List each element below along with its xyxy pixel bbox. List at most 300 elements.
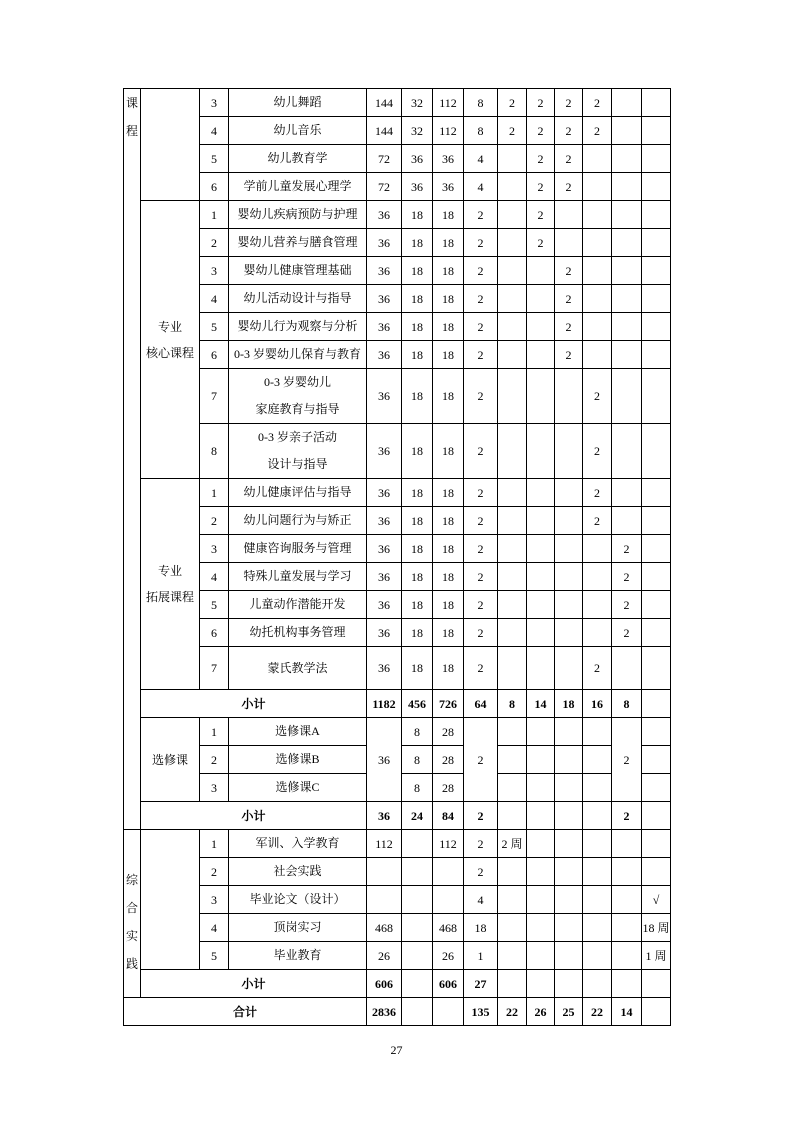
course-number: 6	[200, 173, 229, 201]
hours-part-cell: 112	[433, 830, 464, 858]
hours-total-cell	[367, 858, 402, 886]
term-cell	[642, 690, 671, 718]
term-cell	[527, 970, 555, 998]
course-row	[124, 914, 671, 942]
term-cell	[642, 201, 671, 229]
term-cell	[498, 313, 527, 341]
hours-part-cell: 18	[402, 424, 433, 479]
term-cell	[612, 285, 642, 313]
term-cell	[527, 802, 555, 830]
term-cell	[555, 591, 583, 619]
course-name-line: 毕业教育	[273, 948, 322, 962]
term-cell	[498, 746, 527, 774]
term-cell	[583, 830, 612, 858]
hours-total-cell	[367, 886, 402, 914]
course-number: 6	[200, 341, 229, 369]
term-cell	[612, 886, 642, 914]
hours-total-cell: 36	[367, 285, 402, 313]
term-cell	[498, 173, 527, 201]
term-cell	[612, 970, 642, 998]
term-cell	[642, 117, 671, 145]
term-cell	[642, 970, 671, 998]
term-cell	[583, 914, 612, 942]
term-cell	[642, 479, 671, 507]
course-name	[229, 507, 367, 535]
term-cell	[642, 257, 671, 285]
course-name-line: 家庭教育与指导	[255, 402, 340, 416]
course-name	[229, 942, 367, 970]
hours-total-cell: 36	[367, 229, 402, 257]
term-cell: 2	[527, 117, 555, 145]
term-cell	[498, 535, 527, 563]
term-cell	[642, 145, 671, 173]
credits-cell: 2	[464, 802, 498, 830]
term-cell	[527, 285, 555, 313]
credits-cell: 135	[464, 998, 498, 1026]
term-cell	[527, 535, 555, 563]
course-name-line: 幼儿教育学	[267, 151, 328, 165]
term-cell	[612, 369, 642, 424]
term-cell: 2	[555, 173, 583, 201]
term-cell: 2	[612, 802, 642, 830]
course-row	[124, 886, 671, 914]
hours-part-cell: 32	[402, 89, 433, 117]
term-cell	[498, 229, 527, 257]
term-cell	[555, 914, 583, 942]
course-number: 4	[200, 117, 229, 145]
hours-total-cell: 36	[367, 341, 402, 369]
credits-cell: 8	[464, 117, 498, 145]
course-name-line: 选修课B	[275, 752, 320, 766]
course-number: 7	[200, 647, 229, 690]
course-name-line: 儿童动作潜能开发	[249, 597, 346, 611]
course-row	[124, 507, 671, 535]
hours-part-cell: 18	[402, 563, 433, 591]
course-name	[229, 647, 367, 690]
hours-total-cell: 606	[367, 970, 402, 998]
term-cell: 2	[583, 507, 612, 535]
hours-part-cell: 18	[433, 229, 464, 257]
course-name-line: 幼儿问题行为与矫正	[243, 513, 352, 527]
term-cell: 18 周	[642, 914, 671, 942]
course-number: 1	[200, 479, 229, 507]
hours-part-cell: 36	[433, 173, 464, 201]
course-row	[124, 563, 671, 591]
term-cell: 8	[498, 690, 527, 718]
hours-part-cell: 18	[402, 341, 433, 369]
term-cell	[642, 89, 671, 117]
term-cell	[583, 341, 612, 369]
term-cell	[555, 619, 583, 647]
hours-part-cell: 18	[433, 313, 464, 341]
term-cell	[612, 229, 642, 257]
term-cell	[498, 647, 527, 690]
term-cell	[583, 285, 612, 313]
term-cell	[555, 647, 583, 690]
course-name	[229, 914, 367, 942]
hours-part-cell: 18	[402, 201, 433, 229]
course-number: 1	[200, 201, 229, 229]
term-cell	[527, 313, 555, 341]
term-cell: 2	[498, 117, 527, 145]
course-row	[124, 591, 671, 619]
term-cell	[527, 369, 555, 424]
term-cell	[583, 619, 612, 647]
credits-cell: 2	[464, 285, 498, 313]
term-cell	[612, 858, 642, 886]
course-name-line: 婴幼儿行为观察与分析	[237, 319, 358, 333]
group-label	[141, 201, 200, 479]
term-cell	[555, 507, 583, 535]
term-cell: 14	[612, 998, 642, 1026]
credits-cell: 2	[464, 830, 498, 858]
term-cell	[498, 369, 527, 424]
course-name-line: 幼儿音乐	[273, 123, 322, 137]
course-name-line: 婴幼儿健康管理基础	[243, 263, 352, 277]
credits-cell: 1	[464, 942, 498, 970]
term-cell	[642, 802, 671, 830]
term-cell: 1 周	[642, 942, 671, 970]
term-cell: 25	[555, 998, 583, 1026]
term-cell	[527, 942, 555, 970]
hours-total-cell: 36	[367, 507, 402, 535]
hours-total-cell: 36	[367, 563, 402, 591]
hours-part-cell: 468	[433, 914, 464, 942]
term-cell: 22	[498, 998, 527, 1026]
credits-cell: 2	[464, 369, 498, 424]
hours-part-cell: 18	[433, 257, 464, 285]
grand-total-label: 合计	[124, 998, 367, 1026]
term-cell	[642, 424, 671, 479]
credits-cell: 4	[464, 886, 498, 914]
hours-total-cell: 36	[367, 591, 402, 619]
credits-cell: 2	[464, 313, 498, 341]
term-cell	[642, 369, 671, 424]
term-cell	[642, 746, 671, 774]
course-number: 8	[200, 424, 229, 479]
credits-cell: 2	[464, 563, 498, 591]
term-cell	[498, 774, 527, 802]
course-name	[229, 830, 367, 858]
term-cell: 2	[555, 117, 583, 145]
course-name-line: 幼儿健康评估与指导	[243, 485, 352, 499]
hours-part-cell: 18	[433, 424, 464, 479]
hours-total-cell: 36	[367, 647, 402, 690]
course-number: 3	[200, 535, 229, 563]
group-label-line: 核心课程	[145, 345, 194, 360]
term-cell	[583, 886, 612, 914]
hours-part-cell: 18	[433, 619, 464, 647]
term-cell	[612, 257, 642, 285]
course-number: 3	[200, 89, 229, 117]
term-cell	[583, 535, 612, 563]
course-name-line: 0-3 岁婴幼儿保育与教育	[234, 347, 361, 361]
course-number: 2	[200, 507, 229, 535]
hours-part-cell	[402, 886, 433, 914]
course-name	[229, 479, 367, 507]
hours-part-cell: 18	[402, 257, 433, 285]
term-cell: 2	[612, 591, 642, 619]
credits-cell: 2	[464, 535, 498, 563]
term-cell	[555, 970, 583, 998]
credits-cell: 2	[464, 201, 498, 229]
term-cell: 2 周	[498, 830, 527, 858]
term-cell	[527, 424, 555, 479]
term-cell	[612, 942, 642, 970]
term-cell	[642, 341, 671, 369]
term-cell: 2	[612, 535, 642, 563]
credits-cell: 18	[464, 914, 498, 942]
hours-part-cell: 8	[402, 718, 433, 746]
course-name-line: 社会实践	[273, 864, 322, 878]
course-name-line: 选修课A	[275, 724, 320, 738]
group-label-line: 专业	[157, 564, 182, 578]
term-cell	[642, 998, 671, 1026]
hours-total-cell: 36	[367, 619, 402, 647]
term-cell: 2	[527, 173, 555, 201]
hours-part-cell: 18	[433, 591, 464, 619]
term-cell: 2	[555, 341, 583, 369]
course-row	[124, 369, 671, 424]
term-cell	[555, 479, 583, 507]
group-label-line: 拓展课程	[145, 590, 194, 604]
hours-total-cell: 72	[367, 173, 402, 201]
hours-part-cell: 28	[433, 746, 464, 774]
hours-total-cell: 144	[367, 89, 402, 117]
term-cell	[527, 619, 555, 647]
hours-part-cell: 112	[433, 117, 464, 145]
hours-part-cell: 18	[402, 619, 433, 647]
hours-part-cell: 18	[433, 341, 464, 369]
term-cell	[527, 746, 555, 774]
term-cell	[527, 718, 555, 746]
hours-total-cell: 1182	[367, 690, 402, 718]
hours-total-cell: 112	[367, 830, 402, 858]
term-cell	[583, 591, 612, 619]
course-name	[229, 201, 367, 229]
hours-part-cell: 28	[433, 774, 464, 802]
term-cell	[527, 507, 555, 535]
course-name-line: 幼儿活动设计与指导	[243, 291, 352, 305]
term-cell	[527, 479, 555, 507]
hours-part-cell	[402, 942, 433, 970]
term-cell	[498, 479, 527, 507]
term-cell	[642, 591, 671, 619]
hours-total-cell: 26	[367, 942, 402, 970]
course-row	[124, 535, 671, 563]
hours-part-cell: 32	[402, 117, 433, 145]
term-cell	[555, 746, 583, 774]
group-label	[141, 718, 200, 802]
hours-part-cell	[402, 830, 433, 858]
subtotal-row	[124, 690, 671, 718]
term-cell	[583, 858, 612, 886]
course-number: 6	[200, 619, 229, 647]
term-cell	[527, 563, 555, 591]
course-name-line: 选修课C	[275, 780, 320, 794]
term-cell	[583, 201, 612, 229]
course-name-line: 健康咨询服务与管理	[243, 541, 352, 555]
credits-cell: 8	[464, 89, 498, 117]
course-number: 2	[200, 229, 229, 257]
course-number: 2	[200, 858, 229, 886]
term-cell	[555, 201, 583, 229]
term-cell: √	[642, 886, 671, 914]
term-cell	[498, 886, 527, 914]
hours-part-cell: 36	[433, 145, 464, 173]
course-number: 1	[200, 718, 229, 746]
hours-part-cell: 18	[402, 479, 433, 507]
course-number: 3	[200, 774, 229, 802]
hours-part-cell	[433, 858, 464, 886]
term-cell: 2	[498, 89, 527, 117]
course-number: 4	[200, 563, 229, 591]
term-cell	[527, 647, 555, 690]
course-row	[124, 145, 671, 173]
term-cell	[498, 718, 527, 746]
term-cell	[555, 802, 583, 830]
hours-part-cell: 18	[402, 647, 433, 690]
hours-part-cell: 18	[433, 507, 464, 535]
term-cell	[527, 886, 555, 914]
term-cell: 22	[583, 998, 612, 1026]
hours-part-cell: 18	[402, 285, 433, 313]
course-schedule-table	[123, 88, 671, 1026]
hours-total-cell: 36	[367, 802, 402, 830]
term-cell: 14	[527, 690, 555, 718]
term-cell	[642, 619, 671, 647]
course-name	[229, 774, 367, 802]
course-name	[229, 535, 367, 563]
course-row	[124, 424, 671, 479]
course-name	[229, 257, 367, 285]
term-cell	[498, 285, 527, 313]
term-cell	[527, 341, 555, 369]
course-number: 5	[200, 591, 229, 619]
term-cell	[498, 145, 527, 173]
term-cell	[612, 914, 642, 942]
term-cell	[642, 313, 671, 341]
course-name-line: 设计与指导	[267, 457, 328, 471]
term-cell	[642, 285, 671, 313]
hours-part-cell: 18	[433, 535, 464, 563]
term-cell	[642, 535, 671, 563]
term-cell	[583, 173, 612, 201]
course-number: 5	[200, 942, 229, 970]
hours-part-cell: 36	[402, 173, 433, 201]
hours-total-cell: 36	[367, 369, 402, 424]
term-cell	[527, 830, 555, 858]
term-cell	[583, 942, 612, 970]
term-cell: 16	[583, 690, 612, 718]
course-row	[124, 229, 671, 257]
course-name-line: 顶岗实习	[273, 920, 322, 934]
term-cell	[612, 313, 642, 341]
term-cell: 2	[527, 145, 555, 173]
term-cell: 2	[583, 479, 612, 507]
course-number: 4	[200, 914, 229, 942]
course-name	[229, 591, 367, 619]
hours-total-cell: 36	[367, 313, 402, 341]
term-cell	[642, 774, 671, 802]
term-cell	[527, 774, 555, 802]
course-name	[229, 173, 367, 201]
subtotal-label: 小计	[141, 970, 367, 998]
hours-part-cell: 18	[433, 563, 464, 591]
term-cell: 2	[527, 89, 555, 117]
hours-part-cell: 726	[433, 690, 464, 718]
term-cell	[583, 257, 612, 285]
hours-total-cell: 36	[367, 424, 402, 479]
course-number: 1	[200, 830, 229, 858]
hours-part-cell: 18	[433, 647, 464, 690]
term-cell: 2	[612, 563, 642, 591]
hours-part-cell	[402, 970, 433, 998]
course-name	[229, 424, 367, 479]
term-cell: 18	[555, 690, 583, 718]
term-cell	[642, 563, 671, 591]
term-cell	[612, 479, 642, 507]
course-name-line: 蒙氏教学法	[267, 660, 328, 675]
course-name-line: 幼托机构事务管理	[249, 625, 346, 639]
term-cell: 2	[527, 229, 555, 257]
term-cell: 2	[583, 424, 612, 479]
credits-cell: 4	[464, 145, 498, 173]
course-name	[229, 369, 367, 424]
hours-total-cell: 36	[367, 201, 402, 229]
subtotal-label: 小计	[141, 690, 367, 718]
term-cell	[555, 563, 583, 591]
term-cell	[527, 914, 555, 942]
term-cell	[642, 229, 671, 257]
term-cell: 2	[583, 369, 612, 424]
term-cell: 2	[583, 89, 612, 117]
term-cell	[498, 802, 527, 830]
course-name	[229, 145, 367, 173]
term-cell	[555, 830, 583, 858]
term-cell	[498, 424, 527, 479]
term-cell	[498, 591, 527, 619]
course-number: 2	[200, 746, 229, 774]
course-name	[229, 886, 367, 914]
section-label: 综合实践	[124, 830, 141, 998]
hours-total-cell: 36	[367, 535, 402, 563]
hours-part-cell	[402, 858, 433, 886]
course-row	[124, 89, 671, 117]
term-cell: 2	[555, 257, 583, 285]
term-cell: 2	[583, 117, 612, 145]
term-cell	[498, 619, 527, 647]
course-name-line: 特殊儿童发展与学习	[243, 569, 352, 583]
course-name-line: 婴幼儿疾病预防与护理	[237, 207, 358, 221]
hours-part-cell: 18	[402, 591, 433, 619]
hours-part-cell: 18	[402, 313, 433, 341]
course-name	[229, 341, 367, 369]
subtotal-label: 小计	[141, 802, 367, 830]
term-cell	[642, 858, 671, 886]
term-cell	[612, 145, 642, 173]
term-cell	[555, 229, 583, 257]
term-cell	[555, 718, 583, 746]
hours-part-cell: 606	[433, 970, 464, 998]
course-name-line: 幼儿舞蹈	[273, 95, 322, 109]
term-cell: 2	[555, 313, 583, 341]
course-name	[229, 285, 367, 313]
credits-cell: 4	[464, 173, 498, 201]
course-name-line: 军训、入学教育	[255, 836, 340, 850]
term-cell	[583, 229, 612, 257]
hours-part-cell	[402, 914, 433, 942]
